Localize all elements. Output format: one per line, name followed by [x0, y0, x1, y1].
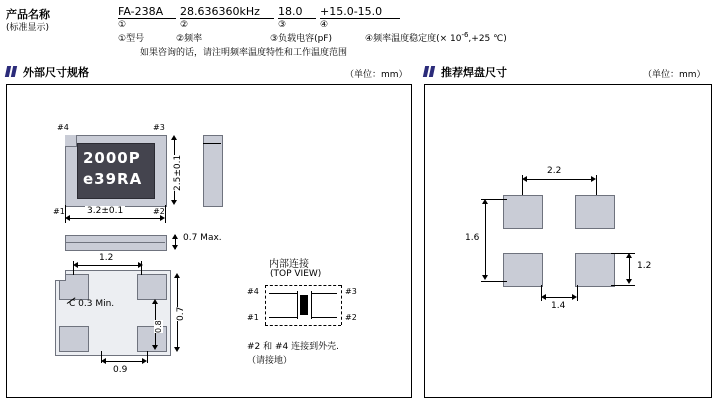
internal-box-right	[341, 285, 342, 325]
right-section-title-text: 推荐焊盘尺寸	[441, 66, 507, 79]
dim-16-ext-top	[481, 199, 507, 200]
circled-4: ④	[320, 20, 329, 30]
dim-16-ext-bottom	[481, 281, 507, 282]
left-section-title	[6, 64, 89, 80]
dim-08-arrow-down	[152, 345, 158, 350]
dim-12r-ext-top	[611, 253, 635, 254]
circled-3: ③	[278, 20, 287, 30]
spec-value-stability: +15.0-15.0	[320, 5, 400, 19]
right-section-unit: （单位：mm）	[643, 70, 706, 80]
chip-corner-cut	[65, 135, 77, 147]
dim-16-label: 1.6	[465, 233, 480, 243]
pad-mark-1-topview: #1	[53, 207, 65, 216]
dim-width-ext-left	[65, 205, 66, 223]
spec-field-names-row	[118, 31, 507, 44]
pad-mark-4-topview: #4	[57, 123, 69, 132]
dim-12-label: 1.2	[99, 253, 114, 263]
conn-pad-3: #3	[345, 287, 357, 296]
chamfer-label: C 0.3 Min.	[69, 299, 115, 309]
dim-12r-ext-bottom	[611, 285, 635, 286]
field-name-stability-sup: -6	[461, 31, 469, 39]
header	[0, 0, 716, 62]
conn-pad-1: #1	[247, 313, 259, 322]
dim-14-line	[545, 297, 573, 298]
dim-width-label: 3.2±0.1	[87, 206, 124, 216]
dim-12-ext-right	[141, 261, 142, 275]
field-name-frequency: ②频率	[176, 34, 203, 44]
dim-thickness-label: 0.7 Max.	[183, 233, 222, 243]
spec-value-model: FA-238A	[118, 5, 176, 19]
internal-box-top	[265, 285, 341, 286]
dim-12r-label: 1.2	[637, 261, 652, 271]
pad-mark-3-topview: #3	[153, 123, 165, 132]
dim-22-ext-left	[522, 175, 523, 195]
dim-09-ext-right	[147, 351, 148, 363]
chip-front-view-seam	[65, 242, 165, 243]
dim-width-ext-right	[165, 205, 166, 223]
dim-12-ext-left	[73, 261, 74, 275]
section-bars-icon-right	[424, 66, 436, 80]
dim-14-ext-right	[577, 285, 578, 301]
field-name-model: ①型号	[118, 34, 145, 44]
dim-09-line	[105, 361, 143, 362]
spec-value-load-capacitance: 18.0	[278, 5, 316, 19]
dim-thickness-arrow-down	[172, 245, 178, 250]
chip-front-view	[65, 235, 167, 251]
external-dimensions-panel	[6, 84, 412, 398]
conn-pad-2: #2	[345, 313, 357, 322]
chip-side-view	[203, 135, 223, 207]
dim-08-label: 0.8	[154, 320, 163, 333]
bottom-view-chamfer	[55, 270, 66, 281]
dim-12r-line	[629, 257, 630, 281]
dim-07-arrow-down	[174, 347, 180, 352]
dim-14-label: 1.4	[551, 301, 566, 311]
dim-height-label: 2.5±0.1	[173, 154, 183, 191]
chip-side-view-seam	[203, 143, 221, 144]
land-pad-bottom-left	[503, 253, 543, 287]
land-pad-bottom-right	[575, 253, 615, 287]
header-note: 如果咨询的话，请注明频率温度特性和工作温度范围	[140, 48, 348, 58]
internal-wire-bottom	[269, 317, 297, 318]
dim-thickness-arrow-up	[172, 234, 178, 239]
field-name-stability-tail: ,+25 ℃)	[468, 34, 507, 44]
dim-07-label: 0.7	[176, 306, 186, 321]
recommended-land-pattern-panel	[424, 84, 712, 398]
internal-wire-top	[269, 293, 297, 294]
dim-16-arrow-down	[482, 275, 488, 280]
right-section-title	[424, 64, 507, 80]
dim-12-line	[77, 265, 139, 266]
field-name-load-capacitance: ③负载电容(pF)	[270, 34, 332, 44]
internal-connection-title: 内部连接	[269, 259, 309, 270]
circled-1: ①	[118, 20, 127, 30]
field-name-stability: ④频率温度稳定度(× 10	[365, 34, 462, 44]
product-name-sublabel: (标准显示)	[6, 23, 50, 33]
dim-22-label: 2.2	[547, 166, 562, 176]
crystal-plate-left	[297, 291, 298, 319]
dim-08-arrow-up	[152, 299, 158, 304]
spec-circled-numbers-row	[118, 20, 328, 30]
land-pad-top-left	[503, 195, 543, 229]
spec-values-row	[118, 5, 400, 19]
dim-height-arrow-down	[171, 200, 177, 205]
dim-width-line	[69, 218, 161, 219]
bottom-pad-1	[59, 326, 89, 352]
internal-wire-bottom-right	[311, 317, 337, 318]
product-name-label: 产品名称	[6, 8, 50, 21]
section-bars-icon	[6, 66, 18, 80]
crystal-body	[300, 295, 308, 315]
spec-value-frequency: 28.636360kHz	[180, 5, 274, 19]
dim-height-arrow-up	[171, 135, 177, 140]
circled-2: ②	[180, 20, 189, 30]
dim-22-line	[526, 179, 592, 180]
left-section-unit: （单位：mm）	[345, 70, 408, 80]
internal-wire-top-right	[311, 293, 337, 294]
conn-pad-4: #4	[247, 287, 259, 296]
land-pad-top-right	[575, 195, 615, 229]
dim-07-arrow-up	[174, 273, 180, 278]
bottom-pad-3	[137, 274, 167, 300]
internal-box-bottom	[265, 325, 341, 326]
internal-connection-subtitle: (TOP VIEW)	[270, 269, 322, 279]
internal-box-left	[265, 285, 266, 325]
dim-12r-arrow-down	[626, 279, 632, 284]
chip-marking-line1: 2000P	[83, 149, 141, 167]
dim-09-ext-left	[101, 351, 102, 363]
internal-note-1: #2 和 #4 连接到外壳.	[247, 342, 339, 352]
dim-16-line	[485, 203, 486, 277]
left-section-title-text: 外部尺寸规格	[23, 66, 89, 79]
internal-note-2: （请接地）	[247, 356, 293, 366]
dim-22-ext-right	[596, 175, 597, 195]
chip-marking-line2: e39RA	[83, 170, 143, 188]
dim-14-ext-left	[541, 285, 542, 301]
crystal-plate-right	[311, 291, 312, 319]
dim-09-label: 0.9	[113, 365, 128, 375]
pad-mark-2-topview: #2	[153, 207, 165, 216]
